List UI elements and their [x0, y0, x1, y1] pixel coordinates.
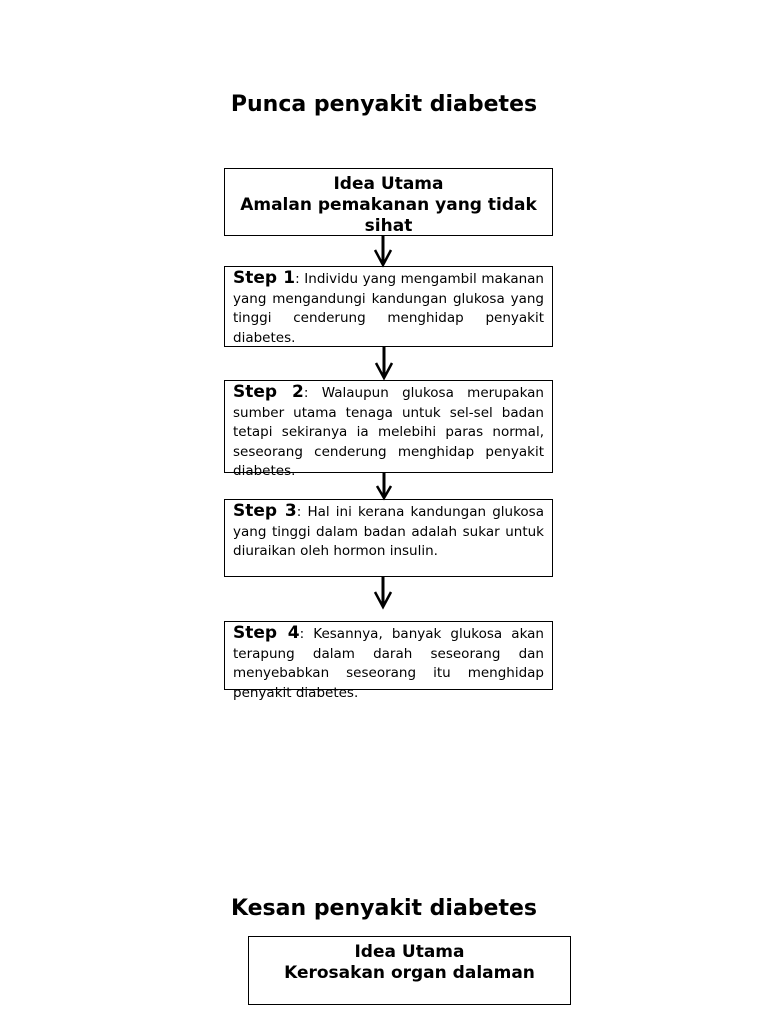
step-text: : Walaupun glukosa merupakan sumber utama tenaga untuk sel-sel badan tetapi sekiranya ia melebihi paras normal, seseorang cenderung menghidap penyakit diabetes. [233, 385, 544, 479]
arrow-down-icon [375, 577, 391, 607]
step-text: : Hal ini kerana kandungan glukosa yang tinggi dalam badan adalah sukar untuk diuraikan oleh hormon insulin. [233, 504, 544, 559]
step-text: : Kesannya, banyak glukosa akan terapung dalam darah seseorang dan menyebabkan seseorang itu menghidap penyakit diabetes. [233, 626, 544, 701]
step-label: Step 1 [233, 268, 296, 288]
main-idea-heading: Idea Utama [354, 942, 465, 962]
arrow-down-icon [375, 236, 391, 265]
main-idea-heading: Idea Utama [333, 174, 444, 194]
main-idea-text: Kerosakan organ dalaman [284, 963, 535, 983]
arrow-down-icon [377, 473, 391, 498]
main-idea-text: Amalan pemakanan yang tidak sihat [240, 195, 537, 236]
step-label: Step 3 [233, 501, 297, 521]
step-label: Step 2 [233, 382, 304, 402]
step-label: Step 4 [233, 623, 300, 643]
step-text: : Individu yang mengambil makanan yang mengandungi kandungan glukosa yang tinggi cenderung menghidap penyakit diabetes. [233, 271, 544, 346]
section1-title: Punca penyakit diabetes [230, 92, 538, 117]
main-idea-box-effect [248, 936, 571, 1005]
arrow-down-icon [376, 347, 392, 378]
section2-title: Kesan penyakit diabetes [230, 896, 538, 921]
